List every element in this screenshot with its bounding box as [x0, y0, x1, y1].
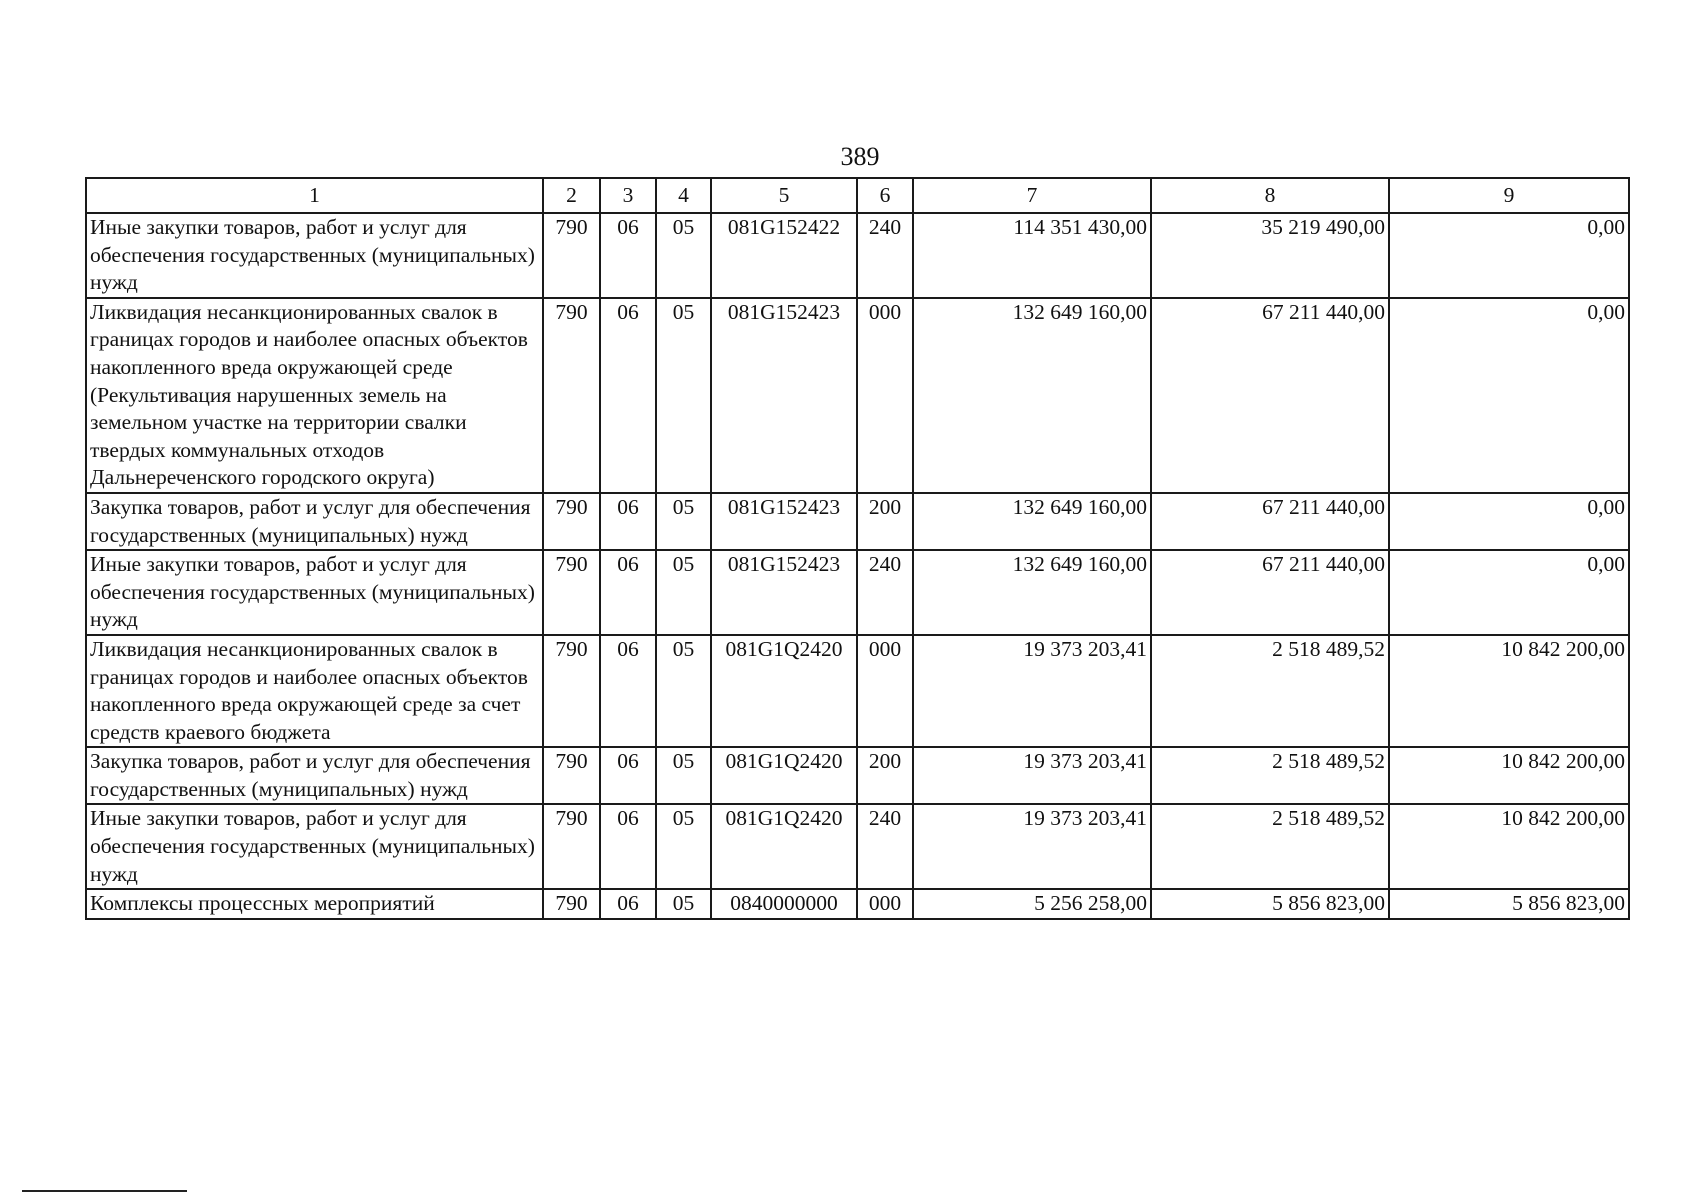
row-amount-7: 132 649 160,00	[913, 298, 1151, 493]
row-amount-8: 2 518 489,52	[1151, 804, 1389, 889]
header-cell-4: 4	[656, 178, 711, 213]
row-code-3: 06	[600, 550, 656, 635]
row-code-3: 06	[600, 804, 656, 889]
row-name: Иные закупки товаров, работ и услуг для обеспечения государственных (муниципальных) нужд	[86, 804, 543, 889]
row-amount-9: 10 842 200,00	[1389, 635, 1629, 747]
row-code-2: 790	[543, 635, 600, 747]
row-code-5: 081G152423	[711, 493, 857, 550]
row-amount-9: 0,00	[1389, 493, 1629, 550]
row-code-3: 06	[600, 747, 656, 804]
row-amount-9: 10 842 200,00	[1389, 804, 1629, 889]
header-cell-7: 7	[913, 178, 1151, 213]
row-code-5: 081G152422	[711, 213, 857, 298]
row-name: Ликвидация несанкционированных свалок в границах городов и наиболее опасных объектов накопленного вреда окружающей среде (Рекультивация нарушенных земель на земельном участке на территории свалки твердых коммунальных отходов Дальнереченского городского округа)	[86, 298, 543, 493]
row-code-5: 081G152423	[711, 298, 857, 493]
row-amount-7: 132 649 160,00	[913, 550, 1151, 635]
row-code-2: 790	[543, 298, 600, 493]
row-amount-8: 2 518 489,52	[1151, 747, 1389, 804]
row-code-4: 05	[656, 635, 711, 747]
row-amount-7: 114 351 430,00	[913, 213, 1151, 298]
row-name: Иные закупки товаров, работ и услуг для обеспечения государственных (муниципальных) нужд	[86, 213, 543, 298]
row-code-2: 790	[543, 747, 600, 804]
header-cell-9: 9	[1389, 178, 1629, 213]
row-amount-8: 67 211 440,00	[1151, 550, 1389, 635]
table-row	[86, 550, 1629, 635]
row-code-6: 000	[857, 635, 913, 747]
footnote-separator-line	[22, 1190, 187, 1192]
row-amount-7: 132 649 160,00	[913, 493, 1151, 550]
row-amount-8: 67 211 440,00	[1151, 493, 1389, 550]
row-amount-9: 5 856 823,00	[1389, 889, 1629, 919]
row-code-2: 790	[543, 493, 600, 550]
row-code-3: 06	[600, 298, 656, 493]
row-code-4: 05	[656, 550, 711, 635]
row-amount-8: 5 856 823,00	[1151, 889, 1389, 919]
row-code-4: 05	[656, 889, 711, 919]
row-amount-9: 0,00	[1389, 213, 1629, 298]
row-code-2: 790	[543, 213, 600, 298]
row-code-6: 240	[857, 213, 913, 298]
row-code-6: 000	[857, 889, 913, 919]
row-amount-9: 10 842 200,00	[1389, 747, 1629, 804]
row-amount-9: 0,00	[1389, 298, 1629, 493]
row-amount-7: 5 256 258,00	[913, 889, 1151, 919]
row-code-3: 06	[600, 213, 656, 298]
row-name: Закупка товаров, работ и услуг для обеспечения государственных (муниципальных) нужд	[86, 747, 543, 804]
row-name: Закупка товаров, работ и услуг для обеспечения государственных (муниципальных) нужд	[86, 493, 543, 550]
row-amount-8: 35 219 490,00	[1151, 213, 1389, 298]
header-cell-8: 8	[1151, 178, 1389, 213]
row-code-6: 240	[857, 804, 913, 889]
row-code-6: 000	[857, 298, 913, 493]
table-row	[86, 298, 1629, 493]
row-code-4: 05	[656, 493, 711, 550]
table-row	[86, 804, 1629, 889]
budget-table	[85, 177, 1630, 920]
header-cell-6: 6	[857, 178, 913, 213]
row-code-2: 790	[543, 550, 600, 635]
row-code-6: 200	[857, 493, 913, 550]
row-code-4: 05	[656, 804, 711, 889]
row-code-5: 081G152423	[711, 550, 857, 635]
header-row	[86, 178, 1629, 213]
table-row	[86, 635, 1629, 747]
row-name: Иные закупки товаров, работ и услуг для обеспечения государственных (муниципальных) нужд	[86, 550, 543, 635]
header-cell-3: 3	[600, 178, 656, 213]
table-row	[86, 493, 1629, 550]
row-code-3: 06	[600, 493, 656, 550]
row-code-5: 081G1Q2420	[711, 804, 857, 889]
row-name: Комплексы процессных мероприятий	[86, 889, 543, 919]
header-cell-2: 2	[543, 178, 600, 213]
row-code-4: 05	[656, 747, 711, 804]
page-number: 389	[840, 142, 880, 171]
row-amount-8: 67 211 440,00	[1151, 298, 1389, 493]
table-header	[86, 178, 1629, 213]
table-row	[86, 747, 1629, 804]
table-row	[86, 213, 1629, 298]
row-code-6: 240	[857, 550, 913, 635]
header-cell-1: 1	[86, 178, 543, 213]
row-code-4: 05	[656, 298, 711, 493]
row-code-5: 0840000000	[711, 889, 857, 919]
row-code-2: 790	[543, 889, 600, 919]
header-cell-5: 5	[711, 178, 857, 213]
row-code-4: 05	[656, 213, 711, 298]
row-code-5: 081G1Q2420	[711, 747, 857, 804]
row-code-2: 790	[543, 804, 600, 889]
row-name: Ликвидация несанкционированных свалок в границах городов и наиболее опасных объектов накопленного вреда окружающей среде за счет средств краевого бюджета	[86, 635, 543, 747]
row-amount-7: 19 373 203,41	[913, 804, 1151, 889]
row-code-6: 200	[857, 747, 913, 804]
row-amount-7: 19 373 203,41	[913, 635, 1151, 747]
row-amount-9: 0,00	[1389, 550, 1629, 635]
table-row	[86, 889, 1629, 919]
row-code-3: 06	[600, 635, 656, 747]
table-body	[86, 213, 1629, 919]
row-code-5: 081G1Q2420	[711, 635, 857, 747]
row-code-3: 06	[600, 889, 656, 919]
row-amount-7: 19 373 203,41	[913, 747, 1151, 804]
row-amount-8: 2 518 489,52	[1151, 635, 1389, 747]
